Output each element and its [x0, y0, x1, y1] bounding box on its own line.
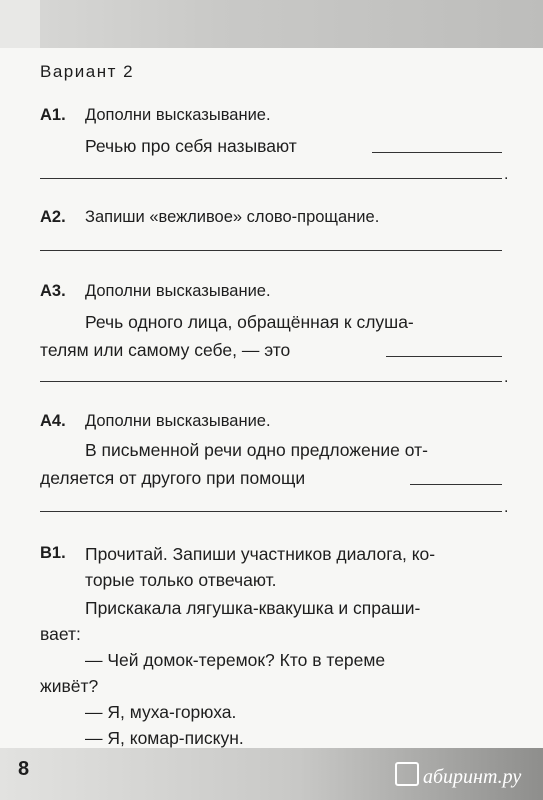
task-instruction-a3: Дополни высказывание. [85, 282, 271, 300]
answer-blank-a3-2[interactable] [40, 381, 502, 382]
watermark [395, 762, 521, 789]
task-instruction-b1-1: Прочитай. Запиши участников диалога, ко- [85, 544, 436, 564]
page-number: 8 [18, 758, 30, 780]
task-text-a4-1: В письменной речи одно предложение от- [85, 440, 428, 460]
task-instruction-a2: Запиши «вежливое» слово-прощание. [85, 208, 380, 226]
watermark-text: абиринт.ру [423, 766, 522, 788]
task-text-b1-2: вает: [40, 624, 81, 644]
task-text-b1-4: живёт? [40, 676, 99, 696]
labirint-logo-icon [395, 762, 419, 786]
period-a4: . [504, 499, 509, 516]
period-a1: . [504, 166, 509, 183]
task-text-a3-1: Речь одного лица, обращённая к слуша- [85, 312, 414, 332]
task-label-a2: А2. [40, 208, 66, 226]
task-label-a1: А1. [40, 106, 66, 124]
answer-blank-a1-1[interactable] [372, 152, 502, 153]
answer-blank-a4-1[interactable] [410, 484, 502, 485]
task-text-a1: Речью про себя называют [85, 136, 297, 156]
top-margin-band [0, 0, 543, 48]
task-text-b1-3: — Чей домок-теремок? Кто в тереме [85, 650, 386, 670]
answer-blank-a1-2[interactable] [40, 178, 502, 179]
answer-blank-a3-1[interactable] [386, 356, 502, 357]
task-label-b1: В1. [40, 544, 66, 562]
task-instruction-b1-2: торые только отвечают. [85, 570, 277, 590]
task-instruction-a4: Дополни высказывание. [85, 412, 271, 430]
period-a3: . [504, 369, 509, 386]
task-text-b1-5: — Я, муха-горюха. [85, 702, 237, 722]
top-left-notch [0, 0, 40, 48]
task-label-a3: А3. [40, 282, 66, 300]
task-text-a4-2: деляется от другого при помощи [40, 468, 306, 488]
task-instruction-a1: Дополни высказывание. [85, 106, 271, 124]
task-text-b1-1: Прискакала лягушка-квакушка и спраши- [85, 598, 421, 618]
answer-blank-a4-2[interactable] [40, 511, 502, 512]
task-text-b1-6: — Я, комар-пискун. [85, 728, 244, 748]
variant-title: Вариант 2 [40, 62, 135, 81]
task-text-a3-2: телям или самому себе, — это [40, 340, 291, 360]
answer-blank-a2[interactable] [40, 250, 502, 251]
task-label-a4: А4. [40, 412, 66, 430]
